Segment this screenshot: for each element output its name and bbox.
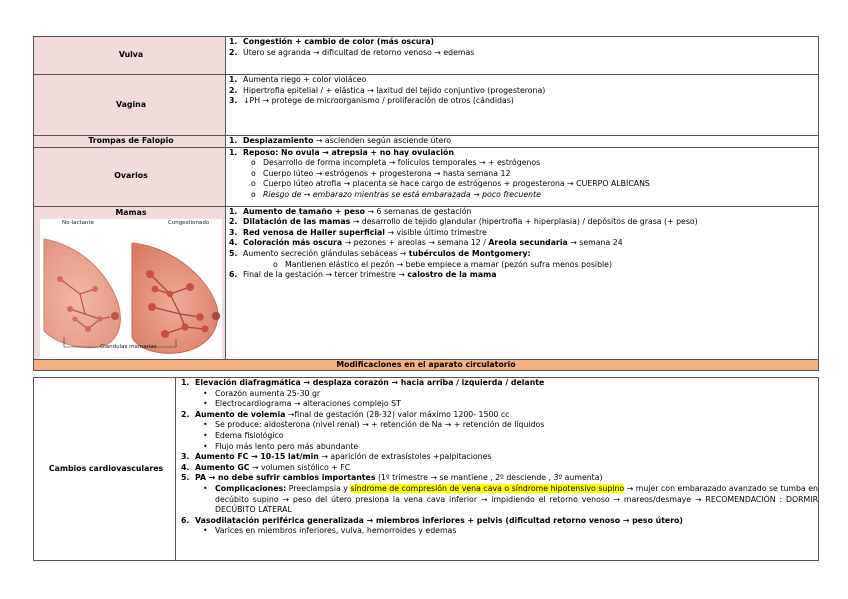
list-item: 3. ↓PH → protege de microorganismo / proliferación de otros (cándidas) [229, 96, 514, 106]
highlighted-text: síndrome de compresión de vena cava o síndrome hipotensivo supino [350, 483, 625, 493]
list-item: 2. Hipertrofia epitelial / + elástica → laxitud del tejido conjuntivo (progesterona) [229, 85, 546, 95]
trompas-row [34, 136, 819, 148]
label-congestionado: Congestionado [168, 220, 210, 227]
circulatorio-header-row [34, 360, 819, 371]
vulva-content [226, 37, 819, 75]
vagina-row [34, 75, 819, 136]
sub-item: • Se produce: aldosterona (nivel renal) → + retención de Na → + retención de líquidos [203, 420, 545, 430]
ovarios-label: Ovarios [34, 147, 226, 206]
list-item: 6. Vasodilatación periférica generalizada → miembros inferiores + pelvis (dificultad retorno venoso → peso útero) [181, 515, 683, 525]
list-item: 4. Coloración más oscura → pezones + areolas → semana 12 / Areola secundaria → semana 24 [229, 238, 623, 248]
section-header: Modificaciones en el aparato circulatorio [34, 360, 819, 371]
list-item: 6. Final de la gestación → tercer trimestre → calostro de la mama [229, 270, 497, 280]
list-item: 4. Aumento GC → volumen sistólico + FC [181, 462, 351, 472]
cardio-row [34, 378, 819, 561]
list-item: 2. Dilatación de las mamas → desarrollo de tejido glandular (hipertrofia + hiperplasia) / depósitos de grasa (+ peso) [229, 217, 698, 227]
list-item: 2. Útero se agranda → dificultad de retorno venoso → edemas [229, 47, 475, 57]
mamas-label-cell [34, 206, 226, 360]
mamas-content [226, 206, 819, 360]
sub-item: • Electrocardiograma → alteraciones complejo ST [203, 399, 401, 409]
ovarios-row [34, 147, 819, 206]
list-item: 1. Desplazamiento → ascienden según asciende útero [229, 136, 452, 145]
trompas-label: Trompas de Falopio [34, 136, 226, 148]
label-glandulas: Glándulas mamarias [100, 344, 157, 351]
trompas-content [226, 136, 819, 148]
label-no-lactante: No-lactante [62, 220, 95, 227]
list-item: 1. Congestión + cambio de color (más oscura) [229, 37, 435, 46]
sub-item: o Cuerpo lúteo atrofia → placenta se hace cargo de estrógenos + progesterona → CUERPO ALBICANS [251, 179, 650, 189]
cardio-label: Cambios cardiovasculares [34, 378, 176, 561]
sub-item: • Corazón aumenta 25-30 gr [203, 388, 321, 398]
list-item: 1. Aumento de tamaño + peso → 6 semanas de gestación [229, 206, 472, 216]
mamas-row [34, 206, 819, 360]
vagina-content [226, 75, 819, 136]
sub-item: o Mantienen elástico el pezón → bebe empiece a mamar (pezón sufra menos posible) [273, 259, 613, 269]
breast-illustration [40, 219, 222, 359]
content-table [33, 36, 819, 371]
sub-item: o Riesgo de → embarazo mientras se está embarazada → poco frecuente [251, 189, 541, 199]
list-item: 1. Reposo: No ovula → atrepsia + no hay ovulación [229, 147, 454, 157]
list-item: 1. Aumenta riego + color violáceo [229, 75, 367, 84]
cardio-table [33, 377, 819, 561]
vagina-label: Vagina [34, 75, 226, 136]
breast-diagram-image [40, 219, 222, 359]
list-item: 1. Elevación diafragmática → desplaza corazón → hacia arriba / izquierda / delante [181, 378, 545, 387]
sub-item: • Flujo más lento pero más abundante [203, 441, 359, 451]
list-item: 3. Red venosa de Haller superficial → visible último trimestre [229, 227, 487, 237]
list-item: 2. Aumento de volemia →final de gestación (28-32) valor máximo 1200- 1500 cc [181, 409, 510, 419]
sub-item: o Cuerpo lúteo → estrógenos + progesterona → hasta semana 12 [251, 168, 511, 178]
sub-item: • Edema fisiológico [203, 430, 284, 440]
list-item: 5. PA → no debe sufrir cambios importantes (1º trimestre → se mantiene , 2º desciende , 3º aumenta) [181, 473, 603, 483]
ovarios-content [226, 147, 819, 206]
cardio-content [176, 378, 819, 561]
list-item: 5. Aumento secreción glándulas sebáceas → tubérculos de Montgomery: [229, 248, 531, 258]
vulva-row [34, 37, 819, 75]
list-item: 3. Aumento FC → 10-15 lat/min → aparición de extrasístoles +palpitaciones [181, 452, 492, 462]
vulva-label: Vulva [34, 37, 226, 75]
mamas-label: Mamas [115, 207, 147, 217]
sub-item: o Desarrollo de forma incompleta → folículos temporales → + estrógenos [251, 158, 541, 168]
sub-item: • Varices en miembros inferiores, vulva, hemorroides y edemas [203, 526, 457, 536]
sub-item: • Complicaciones: Preeclampsia y síndrome de compresión de vena cava o síndrome hipotensivo supino → mujer con embarazado avanzado se tumba en decúbito supino → peso del útero presiona la vena cava inferior → impidiendo el retorno venoso → mareos/desmaye → RECOMENDACIÓN : DORMIR DECÚBITO LATERAL [203, 483, 818, 515]
